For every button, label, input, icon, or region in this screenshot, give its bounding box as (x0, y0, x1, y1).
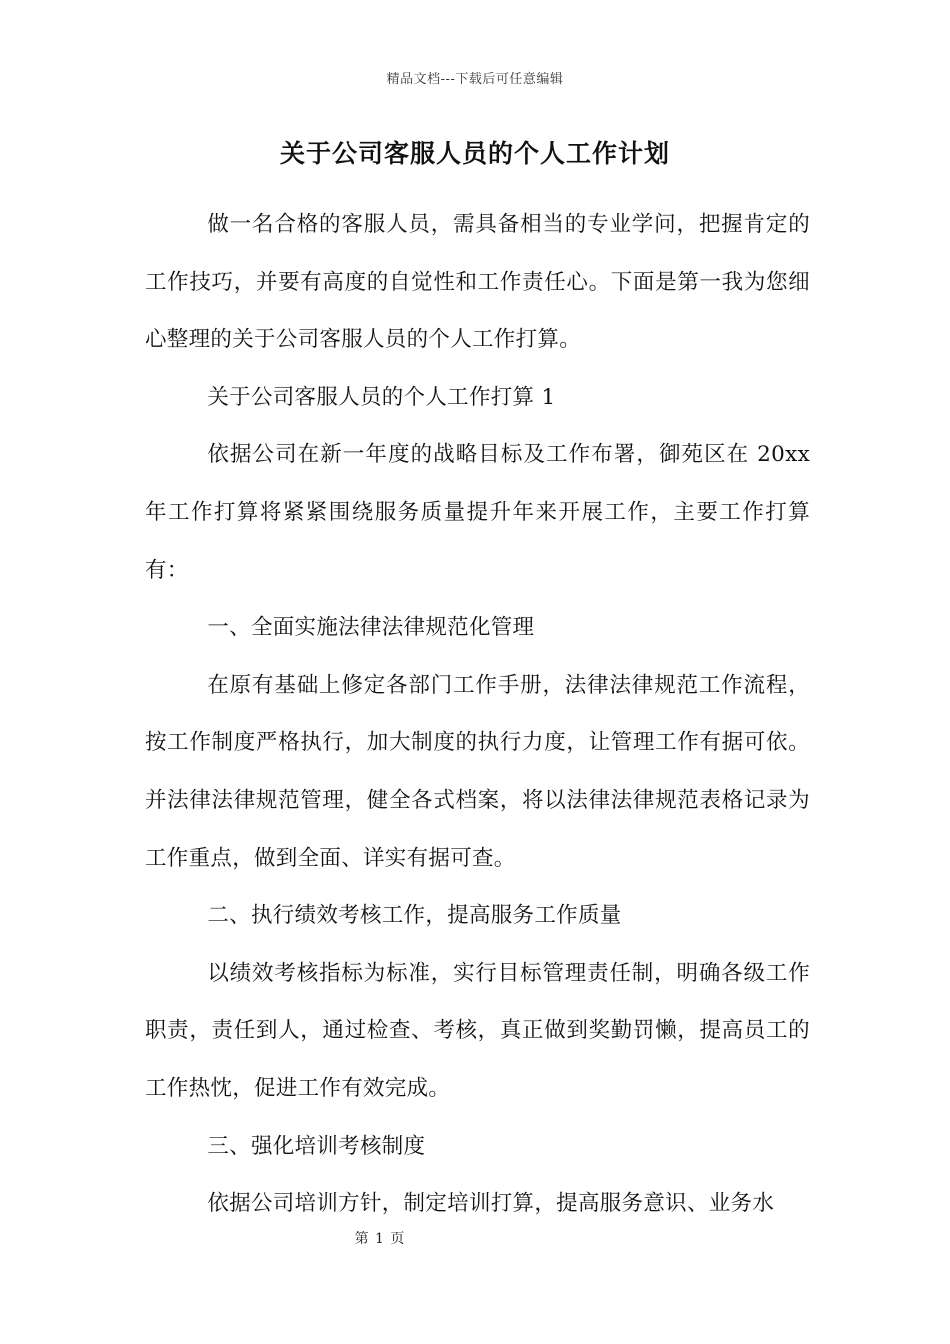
paragraph-intro: 做一名合格的客服人员，需具备相当的专业学问，把握肯定的工作技巧，并要有高度的自觉性和工作责任心。下面是第一我为您细心整理的关于公司客服人员的个人工作打算。 (145, 212, 810, 353)
document-title: 关于公司客服人员的个人工作计划 (279, 139, 670, 168)
section-heading-3: 三、强化培训考核制度 (207, 1133, 426, 1159)
paragraph-section-1: 在原有基础上修定各部门工作手册，法律法律规范工作流程，按工作制度严格执行，加大制度的执行力度，让管理工作有据可依。并法律法律规范管理，健全各式档案，将以法律法律规范表格记录为工作重点，做到全面、详实有据可查。 (145, 672, 810, 871)
section-heading-2: 二、执行绩效考核工作，提高服务工作质量 (207, 903, 622, 929)
page-number: 第 1 页 (354, 1231, 406, 1247)
paragraph-section-2: 以绩效考核指标为标准，实行目标管理责任制，明确各级工作职责，责任到人，通过检查、考核，真正做到奖勤罚懒，提高员工的工作热忱，促进工作有效完成。 (145, 960, 810, 1101)
section-heading-1: 一、全面实施法律法律规范化管理 (207, 615, 535, 641)
paragraph-section-3: 依据公司培训方针，制定培训打算，提高服务意识、业务水 (207, 1191, 775, 1217)
paragraph-plan-overview: 依据公司在新一年度的战略目标及工作布署，御苑区在 20xx 年工作打算将紧紧围绕服务质量提升年来开展工作，主要工作打算有： (145, 442, 810, 583)
section-heading-plan-1: 关于公司客服人员的个人工作打算 1 (207, 384, 556, 410)
header-note: 精品文档---下载后可任意编辑 (386, 72, 564, 87)
document-body (145, 196, 810, 1233)
